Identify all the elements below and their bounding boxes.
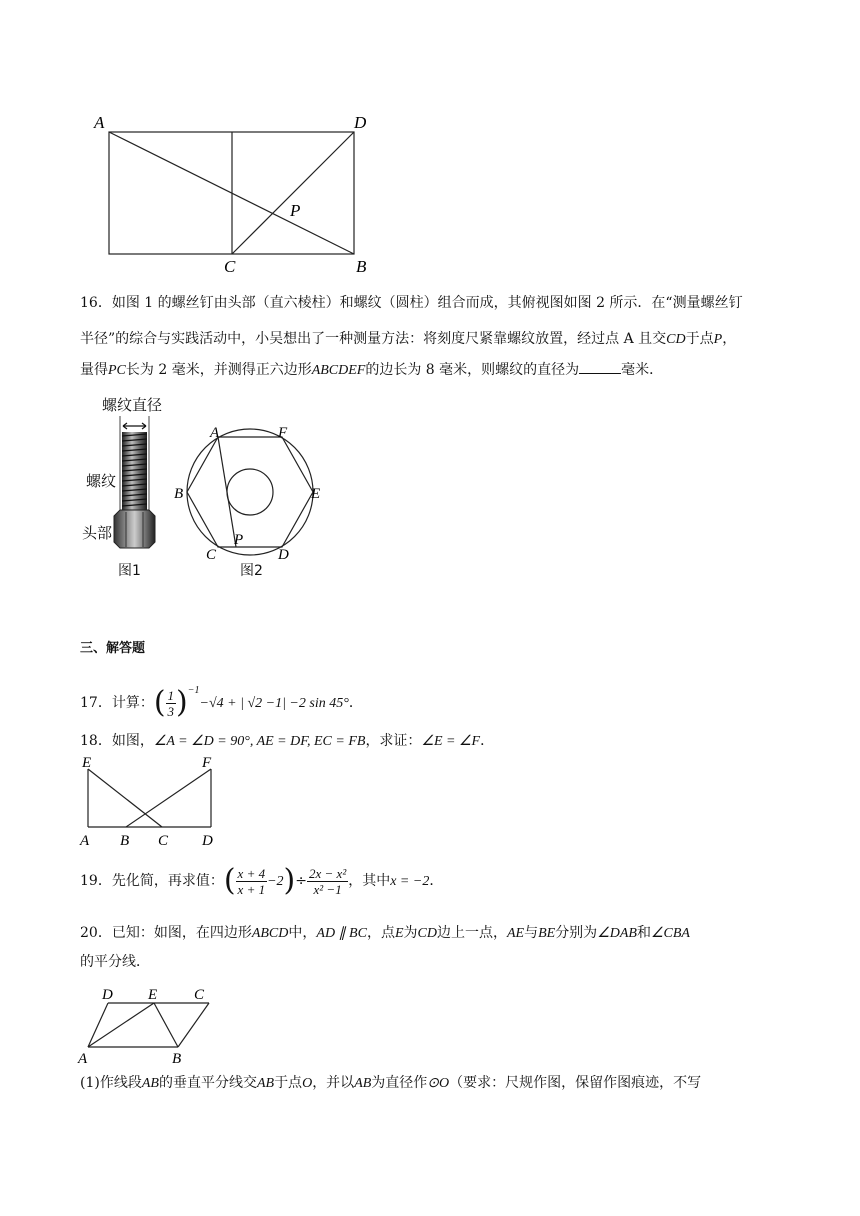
q16-line1: 16．如图 1 的螺丝钉由头部（直六棱柱）和螺纹（圆柱）组合而成，其俯视图如图 2 所示．在“测量螺丝钉: [80, 295, 743, 311]
screw-photo: [112, 412, 157, 557]
point-label-B: B: [120, 833, 130, 849]
q20-line1: 20．已知：如图，在四边形ABCD中，AD ∥ BC，点E为CD边上一点，AE与BE分别为∠DAB和∠CBA: [80, 925, 690, 941]
point-label-P: P: [234, 532, 244, 548]
point-label-D: D: [278, 547, 289, 563]
point-label-D: D: [102, 987, 113, 1003]
q20-line2: 的平分线．: [80, 954, 150, 970]
fig1-caption: 图1: [118, 563, 141, 579]
hexagon-figure: [170, 420, 340, 565]
q16-line2: 半径”的综合与实践活动中，小吴想出了一种测量方法：将刻度尺紧靠螺纹放置，经过点 A 且交CD于点P，: [80, 331, 737, 347]
q19: 19．先化简，再求值：( $\frac{x + 4}{x + 1}$ −2)÷ $\frac{\text{2x − x²}}{\text{x² −1}}$ ，其中x = −2．: [80, 863, 444, 898]
point-label-E: E: [148, 987, 158, 1003]
q18: 18．如图，∠A = ∠D = 90°, AE = DF, EC = FB，求证：∠E = ∠F．: [80, 733, 495, 749]
point-label-B: B: [174, 486, 184, 502]
q16-line3: 量得PC长为 2 毫米，并测得正六边形ABCDEF的边长为 8 毫米，则螺纹的直径为 毫米．: [80, 359, 663, 381]
point-label-P: P: [290, 201, 301, 220]
point-label-F: F: [202, 755, 212, 771]
q20-figure: [76, 985, 226, 1065]
point-label-D: D: [354, 113, 367, 132]
point-label-C: C: [206, 547, 217, 563]
point-label-D: D: [202, 833, 213, 849]
point-label-A: A: [210, 425, 220, 441]
point-label-E: E: [311, 486, 321, 502]
q18-figure: [78, 755, 228, 849]
fig1-label-thread: 螺纹: [86, 472, 117, 490]
section-heading: 三、解答题: [80, 641, 146, 656]
point-label-B: B: [356, 257, 367, 276]
answer-blank: [579, 359, 621, 374]
q17: 17．计算：( $\frac{1}{3}$ )$^{-1}$−√4 + | √2 −1| −2 sin 45°．: [80, 685, 363, 720]
q20-sub1: (1)作线段AB的垂直平分线交AB于点O，并以AB为直径作⊙O（要求：尺规作图，保留作图痕迹，不写: [80, 1075, 702, 1091]
point-label-A: A: [78, 1051, 88, 1065]
fig1-label-diameter: 螺纹直径: [102, 396, 163, 414]
point-label-C: C: [224, 257, 236, 276]
point-label-B: B: [172, 1051, 182, 1065]
point-label-A: A: [80, 833, 90, 849]
point-label-A: A: [94, 113, 105, 132]
point-label-F: F: [278, 425, 288, 441]
point-label-E: E: [82, 755, 92, 771]
fig2-caption: 图2: [240, 563, 263, 579]
point-label-C: C: [194, 987, 205, 1003]
point-label-C: C: [158, 833, 169, 849]
fig1-label-head: 头部: [82, 524, 113, 542]
rectangle-figure: [88, 108, 388, 278]
